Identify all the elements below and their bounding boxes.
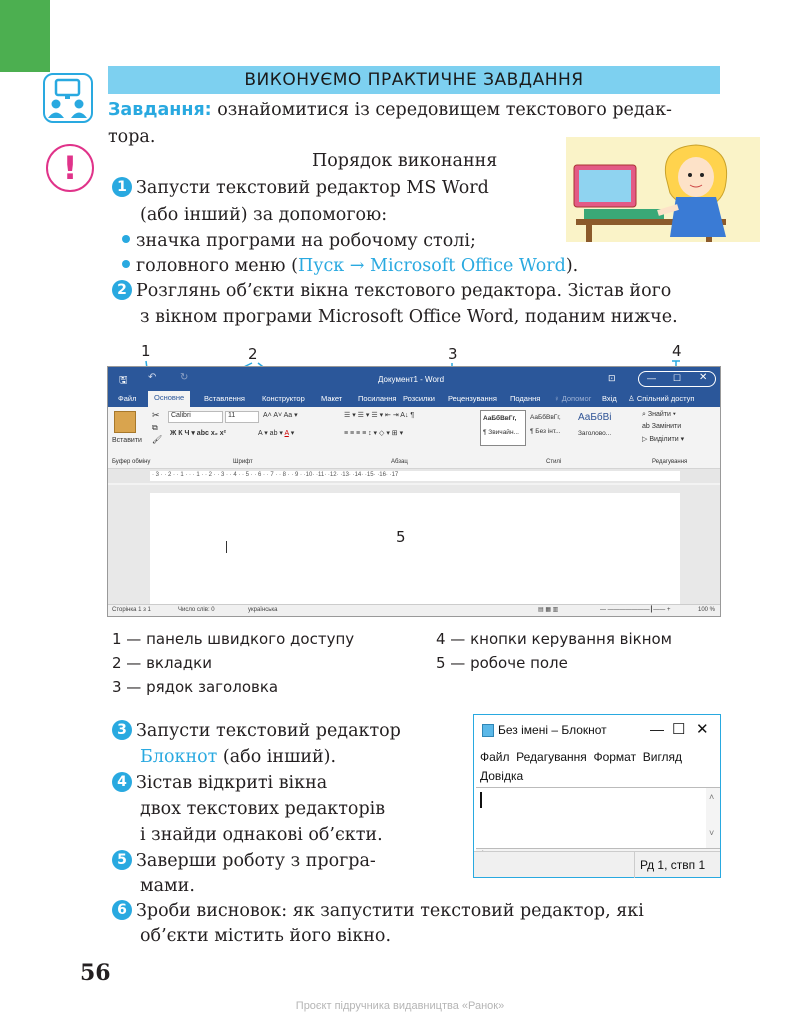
step-number-6: 6 bbox=[112, 900, 132, 920]
find-button[interactable]: ⌕ Знайти ▾ bbox=[642, 411, 676, 418]
task-text-2: тора. bbox=[108, 127, 156, 147]
step-2-line-2: з вікном програми Microsoft Office Word, поданим нижче. bbox=[140, 307, 678, 327]
notepad-title: Без імені – Блокнот bbox=[498, 723, 607, 737]
step-4 bbox=[112, 770, 327, 797]
notepad-link: Блокнот bbox=[140, 747, 218, 767]
step-number-2: 2 bbox=[112, 280, 132, 300]
close-icon[interactable]: ✕ bbox=[699, 372, 708, 383]
tab-references[interactable]: Посилання bbox=[358, 394, 397, 403]
task-text-1: ознайомитися із середовищем текстового редак- bbox=[211, 100, 672, 120]
word-window bbox=[107, 366, 721, 617]
document-area bbox=[108, 485, 721, 605]
task-label: Завдання: bbox=[108, 100, 212, 120]
legend-item-4: 4 — кнопки керування вікном bbox=[436, 630, 673, 648]
style-heading[interactable]: АаБбВі Заголово... bbox=[578, 412, 612, 437]
bullet-2-suffix: ). bbox=[565, 256, 579, 276]
legend-item-5: 5 — робоче поле bbox=[436, 654, 568, 672]
paste-icon[interactable] bbox=[114, 411, 136, 433]
replace-button[interactable]: ab Замінити bbox=[642, 423, 682, 430]
step-1-line-2: (або інший) за допомогою: bbox=[140, 205, 388, 225]
status-words: Число слів: 0 bbox=[178, 607, 215, 613]
bullet-2-prefix: головного меню ( bbox=[136, 256, 298, 276]
step-5-line-2: мами. bbox=[140, 876, 195, 896]
sign-in-link[interactable]: Вхід bbox=[602, 394, 617, 403]
step-3 bbox=[112, 718, 401, 745]
font-size-select[interactable]: 11 bbox=[225, 411, 259, 423]
copy-icon[interactable]: ⧉ bbox=[152, 423, 158, 432]
legend-item-2: 2 — вкладки bbox=[112, 654, 212, 672]
tab-design[interactable]: Конструктор bbox=[262, 394, 305, 403]
paste-button[interactable]: Вставити bbox=[112, 437, 142, 444]
callout-4: 4 bbox=[672, 342, 682, 360]
zoom-level: 100 % bbox=[698, 607, 716, 613]
close-icon[interactable]: ✕ bbox=[696, 721, 709, 738]
notepad-app-icon bbox=[482, 724, 494, 737]
select-button[interactable]: ▷ Виділити ▾ bbox=[642, 436, 685, 443]
tab-view[interactable]: Подання bbox=[510, 394, 541, 403]
arrow-icon: → bbox=[344, 256, 371, 276]
group-font: Шрифт bbox=[233, 459, 253, 465]
text-cursor bbox=[226, 541, 227, 553]
step-3-line-1: Запусти текстовий редактор bbox=[136, 721, 401, 741]
vertical-scrollbar[interactable] bbox=[706, 788, 720, 848]
step-number-3: 3 bbox=[112, 720, 132, 740]
view-mode-icons[interactable]: ▤ ▦ ▥ bbox=[538, 607, 559, 613]
list-icons[interactable]: ☰ ▾ ☰ ▾ ☰ ▾ ⇤ ⇥ A↓ ¶ bbox=[344, 412, 415, 419]
notepad-menu-bar bbox=[474, 745, 720, 787]
ribbon-display-icon[interactable]: ⊡ bbox=[608, 373, 616, 383]
notepad-menu-items[interactable]: Файл Редагування Формат Вигляд bbox=[480, 750, 683, 764]
step-4-line-3: і знайди однакові об’єкти. bbox=[140, 825, 383, 845]
word-ribbon-tabs bbox=[108, 391, 720, 407]
status-language: українська bbox=[248, 607, 278, 613]
group-clipboard: Буфер обміну bbox=[112, 459, 151, 465]
legend-item-1: 1 — панель швидкого доступу bbox=[112, 630, 355, 648]
step-number-1: 1 bbox=[112, 177, 132, 197]
word-program-link: Microsoft Office Word bbox=[370, 256, 566, 276]
publisher-footer: Проєкт підручника видавництва «Ранок» bbox=[295, 1000, 505, 1012]
status-page: Сторінка 1 з 1 bbox=[112, 607, 151, 613]
notepad-title-bar bbox=[474, 715, 720, 745]
callout-5: 5 bbox=[396, 528, 406, 546]
share-button[interactable]: ♙ Спільний доступ bbox=[628, 394, 695, 403]
step-3-rest: (або інший). bbox=[217, 747, 337, 767]
step-5 bbox=[112, 848, 376, 875]
text-cursor bbox=[480, 792, 482, 808]
group-styles: Стилі bbox=[546, 459, 562, 465]
group-editing: Редагування bbox=[652, 459, 688, 465]
callout-1: 1 bbox=[141, 342, 151, 360]
tab-review[interactable]: Рецензування bbox=[448, 394, 497, 403]
notepad-status-bar bbox=[474, 851, 720, 877]
group-paragraph: Абзац bbox=[391, 459, 408, 465]
scroll-down-icon[interactable]: ˅ bbox=[709, 828, 715, 838]
step-4-line-2: двох текстових редакторів bbox=[140, 799, 386, 819]
exclamation-icon: ! bbox=[46, 144, 94, 192]
word-document-title: Документ1 - Word bbox=[378, 375, 445, 384]
redo-icon[interactable]: ↻ bbox=[180, 372, 189, 383]
callout-2: 2 bbox=[248, 345, 258, 363]
menu-help[interactable]: Довідка bbox=[480, 769, 524, 783]
maximize-icon[interactable]: ☐ bbox=[672, 721, 686, 738]
word-ribbon bbox=[108, 407, 720, 469]
font-grow-shrink-icons[interactable]: A˄ A˅ Aa ▾ bbox=[263, 412, 298, 419]
format-painter-icon[interactable]: 🖌 bbox=[152, 435, 163, 444]
step-6-line-1: Зроби висновок: як запустити текстовий редактор, які bbox=[136, 901, 644, 921]
tab-insert[interactable]: Вставлення bbox=[204, 394, 245, 403]
tab-help[interactable]: ♀ Допомог bbox=[554, 394, 592, 403]
save-icon[interactable]: 🖫 bbox=[119, 375, 128, 386]
tab-home[interactable]: Основне bbox=[148, 391, 190, 407]
callout-3: 3 bbox=[448, 345, 458, 363]
window-controls bbox=[638, 371, 716, 387]
tab-mailings[interactable]: Розсилки bbox=[403, 394, 435, 403]
callout-lines bbox=[0, 0, 800, 400]
alignment-icons[interactable]: ≡ ≡ ≡ ≡ ↕ ▾ ◇ ▾ ⊞ ▾ bbox=[344, 430, 404, 437]
zoom-slider[interactable]: — ———————┃—— + bbox=[600, 607, 671, 613]
minimize-icon[interactable]: — bbox=[650, 721, 664, 737]
order-title: Порядок виконання bbox=[312, 151, 498, 171]
font-name-select[interactable]: Calibri bbox=[168, 411, 223, 423]
page-number: 56 bbox=[80, 960, 111, 986]
scroll-up-icon[interactable]: ˄ bbox=[709, 792, 715, 802]
style-no-spacing[interactable]: АаБбВвГг, ¶ Без інт... bbox=[530, 414, 561, 435]
step-5-line-1: Заверши роботу з програ- bbox=[136, 851, 376, 871]
step-2-line-1: Розглянь об’єкти вікна текстового редактора. Зістав його bbox=[136, 281, 672, 301]
horizontal-ruler bbox=[108, 469, 720, 483]
maximize-icon[interactable]: ☐ bbox=[673, 373, 682, 383]
section-banner: ВИКОНУЄМО ПРАКТИЧНЕ ЗАВДАННЯ bbox=[108, 66, 720, 94]
notepad-cursor-position: Рд 1, ствп 1 bbox=[640, 858, 706, 872]
start-menu-link: Пуск bbox=[297, 256, 345, 276]
bullet-1-text: значка програми на робочому столі; bbox=[136, 231, 476, 251]
tab-layout[interactable]: Макет bbox=[321, 394, 343, 403]
step-number-5: 5 bbox=[112, 850, 132, 870]
font-color-icons[interactable]: A ▾ ab ▾ A ▾ bbox=[258, 430, 295, 437]
step-1-line-1: Запусти текстовий редактор MS Word bbox=[136, 178, 489, 198]
word-title-bar bbox=[108, 367, 720, 391]
tab-file[interactable]: Файл bbox=[118, 394, 137, 403]
undo-icon[interactable]: ↶ bbox=[148, 372, 157, 383]
minimize-icon[interactable]: — bbox=[647, 373, 656, 383]
legend-item-3: 3 — рядок заголовка bbox=[112, 678, 279, 696]
word-status-bar bbox=[108, 604, 721, 616]
step-number-4: 4 bbox=[112, 772, 132, 792]
step-6 bbox=[112, 898, 644, 925]
notepad-window bbox=[473, 714, 721, 878]
cut-icon[interactable]: ✂ bbox=[152, 410, 160, 420]
step-6-line-2: об’єкти містить його вікно. bbox=[140, 926, 392, 946]
font-format-icons[interactable]: Ж К Ч ▾ abc x₂ x² bbox=[170, 430, 226, 437]
step-4-line-1: Зістав відкриті вікна bbox=[136, 773, 328, 793]
step-3-line-2 bbox=[140, 744, 336, 771]
notepad-text-area[interactable] bbox=[476, 787, 720, 849]
ruler-marks: · 3 · · 2 · · 1 · · · 1 · · 2 · · 3 · · 4 · · 5 · · 6 · · 7 · · 8 · · 9 · ·10· ·11· ·12· ·13· ·14· ·15· ·16· ·17 bbox=[152, 472, 399, 478]
style-normal[interactable]: АаБбВвГг, ¶ Звичайн... bbox=[480, 410, 526, 446]
document-page[interactable] bbox=[150, 493, 680, 609]
